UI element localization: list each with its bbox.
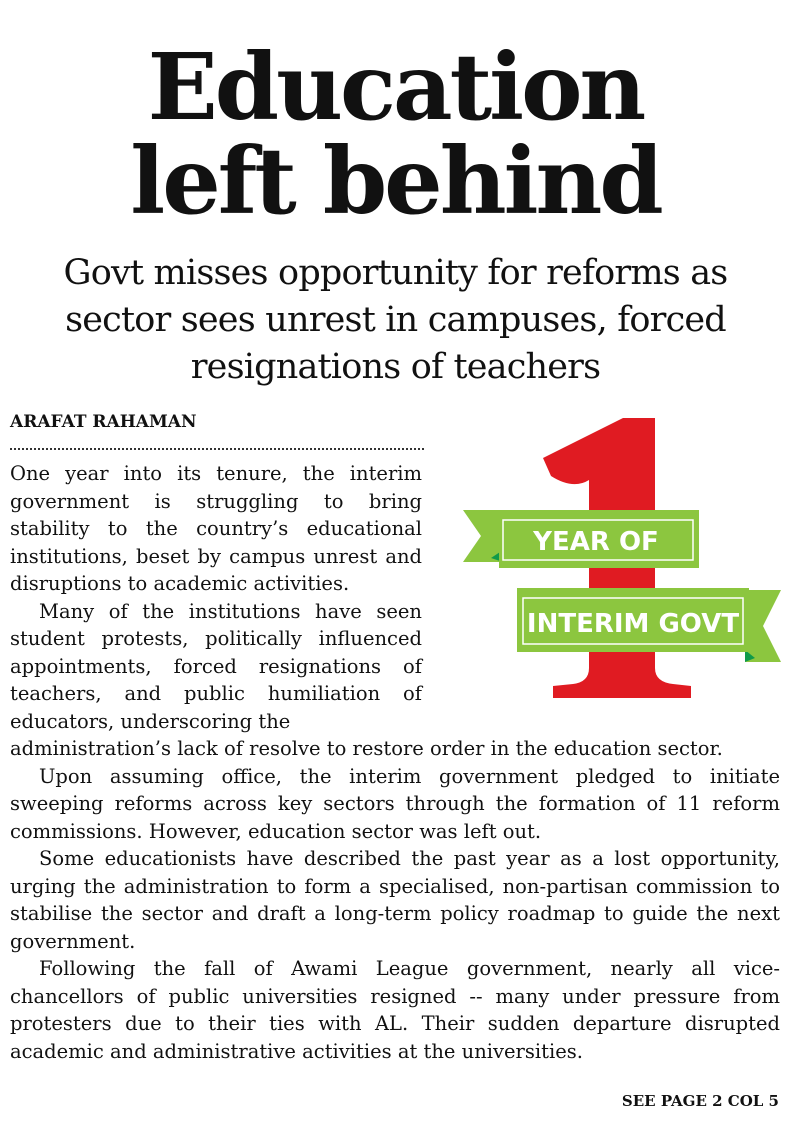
ribbon-top bbox=[463, 510, 699, 568]
paragraph-1: One year into its tenure, the interim government is struggling to bring stability to the country’s educational institutions, beset by campus unrest and disruptions to academic activities. bbox=[10, 462, 422, 595]
paragraph-4: Some educationists have described the past year as a lost opportunity, urging the administration to form a specialised, non-partisan commission to stabilise the sector and draft a long-term policy roadmap to guide the next government. bbox=[10, 847, 780, 953]
headline-line-1: Education bbox=[147, 33, 644, 141]
body-column bbox=[10, 460, 422, 735]
one-year-interim-govt-graphic bbox=[455, 410, 785, 710]
byline: ARAFAT RAHAMAN bbox=[10, 412, 197, 432]
banner-top-text: YEAR OF bbox=[533, 527, 659, 557]
headline-line-2: left behind bbox=[130, 127, 661, 235]
paragraph-2-start: Many of the institutions have seen student protests, politically influenced appointments, forced resignations of teachers, and public humiliation of educators, underscoring the bbox=[10, 599, 422, 733]
subheadline: Govt misses opportunity for reforms as sector sees unrest in campuses, forced resignations of teachers bbox=[63, 253, 728, 387]
banner-bottom-text: INTERIM GOVT bbox=[526, 609, 740, 639]
ribbon-bottom bbox=[517, 588, 781, 662]
byline-divider bbox=[10, 448, 424, 450]
body-full-width bbox=[10, 735, 780, 1065]
paragraph-2-end: administration’s lack of resolve to restore order in the education sector. bbox=[10, 737, 723, 760]
headline bbox=[0, 33, 791, 235]
paragraph-5: Following the fall of Awami League government, nearly all vice-chancellors of public universities resigned -- many under pressure from protesters due to their ties with AL. Their sudden departure disrupted academic and administrative activities at the universities. bbox=[10, 957, 780, 1063]
paragraph-3: Upon assuming office, the interim government pledged to initiate sweeping reforms across key sectors through the formation of 11 reform commissions. However, education sector was left out. bbox=[10, 764, 780, 843]
jump-link[interactable]: SEE PAGE 2 COL 5 bbox=[621, 1092, 779, 1110]
